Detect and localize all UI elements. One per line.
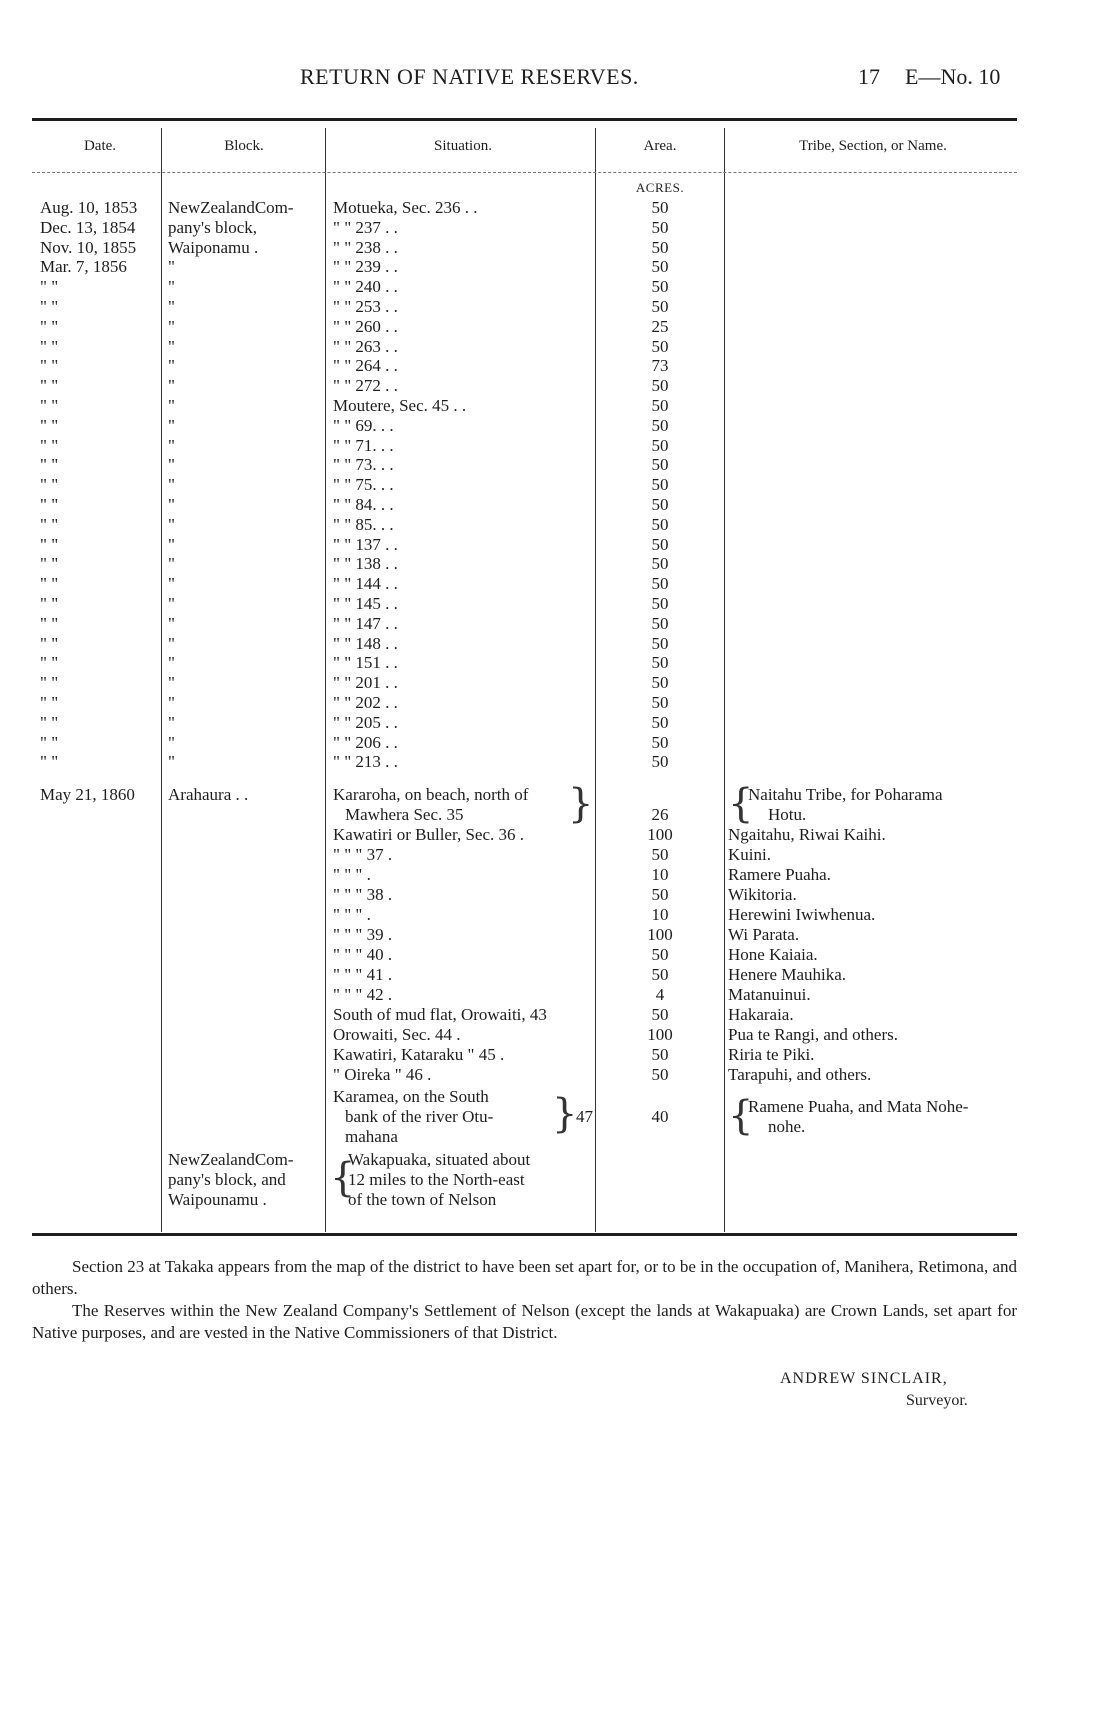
table-cell-date: " " [40, 376, 59, 396]
table-cell-block: " [168, 732, 175, 752]
table-cell-block: " [168, 514, 175, 534]
table-cell-situation: " " 202 . . [333, 693, 398, 712]
karamea-section: 47 [576, 1107, 593, 1126]
arahaura-cell-area: 4 [655, 985, 665, 1004]
brace-right: } [568, 781, 594, 827]
brace-right: } [552, 1091, 578, 1137]
arahaura-cell-area: 50 [651, 1005, 669, 1024]
table-cell-situation: " " 145 . . [333, 594, 398, 613]
table-cell-block: " [168, 534, 175, 554]
arahaura-cell-situation: Mawhera Sec. 35 [345, 805, 464, 824]
table-cell-date: Nov. 10, 1855 [40, 237, 137, 257]
arahaura-cell-situation: Orowaiti, Sec. 44 . [333, 1025, 461, 1044]
karamea-line: bank of the river Otu- [345, 1107, 494, 1126]
arahaura-cell-tribe: Matanuinui. [728, 985, 811, 1004]
table-cell-situation: " " 205 . . [333, 712, 398, 732]
table-cell-area: 50 [651, 396, 669, 415]
karamea-line: mahana [345, 1127, 398, 1146]
table-cell-situation: " " 138 . . [333, 554, 398, 574]
table-cell-area: 50 [651, 217, 669, 237]
table-cell-date: " " [40, 316, 59, 336]
karamea-line: Karamea, on the South [333, 1087, 489, 1106]
table-cell-situation: " " 69. . . [333, 415, 394, 435]
table-cell-block: " [168, 613, 175, 633]
table-cell-block: NewZealandCom- [168, 198, 294, 217]
table-cell-block: " [168, 752, 175, 772]
arahaura-cell-area: 50 [651, 885, 669, 904]
acres-unit-label: ACRES. [635, 180, 685, 195]
arahaura-cell-situation: Kawatiri, Kataraku " 45 . [333, 1045, 505, 1064]
arahaura-cell-tribe: Ramere Puaha. [728, 865, 831, 884]
table-cell-block: " [168, 316, 175, 336]
table-cell-date: " " [40, 495, 59, 514]
table-cell-block: " [168, 712, 175, 732]
table-cell-date: " " [40, 297, 59, 316]
signatory-name: ANDREW SINCLAIR, [780, 1370, 948, 1387]
arahaura-cell-area: 100 [647, 925, 673, 944]
table-cell-area: 50 [651, 455, 669, 475]
table-cell-date: Dec. 13, 1854 [40, 217, 136, 237]
column-header-situation: Situation. [434, 138, 492, 154]
arahaura-cell-situation: " " " 38 . [333, 885, 393, 904]
arahaura-cell-situation: " " " 42 . [333, 985, 393, 1004]
table-cell-situation: Motueka, Sec. 236 . . [333, 198, 478, 217]
arahaura-cell-area: 50 [651, 1045, 669, 1064]
arahaura-cell-area: 50 [651, 845, 669, 864]
table-cell-block: " [168, 455, 175, 475]
table-cell-situation: " " 264 . . [333, 356, 398, 376]
table-cell-date: " " [40, 554, 59, 574]
table-cell-date: " " [40, 673, 59, 693]
arahaura-cell-situation: South of mud flat, Orowaiti, 43 [333, 1005, 547, 1024]
table-cell-situation: " " 253 . . [333, 297, 398, 316]
table-cell-date: " " [40, 435, 59, 455]
footnote-crown-lands: The Reserves within the New Zealand Company's Settlement of Nelson (except the lands at Wakapuaka) are Crown Lands, set apart for Native purposes, and are vested in the Native Commissioners of that District. [32, 1301, 1017, 1342]
table-cell-situation: " " 85. . . [333, 514, 394, 534]
table-cell-date: " " [40, 633, 59, 653]
wakapuaka-block: pany's block, and [168, 1170, 286, 1189]
table-cell-block: " [168, 297, 175, 316]
arahaura-cell-tribe: Herewini Iwiwhenua. [728, 905, 876, 924]
column-header-area: Area. [643, 138, 677, 154]
table-cell-area: 50 [651, 732, 669, 752]
arahaura-cell-tribe: Hotu. [768, 805, 807, 824]
table-cell-area: 25 [651, 316, 669, 336]
arahaura-cell-tribe: Wikitoria. [728, 885, 797, 904]
table-cell-block: " [168, 277, 175, 297]
table-cell-situation: " " 75. . . [333, 475, 394, 495]
arahaura-cell-situation: " " " 37 . [333, 845, 393, 864]
table-cell-block: " [168, 594, 175, 613]
arahaura-cell-tribe: Pua te Rangi, and others. [728, 1025, 898, 1044]
arahaura-date: May 21, 1860 [40, 785, 135, 804]
table-cell-area: 50 [651, 534, 669, 554]
table-cell-situation: " " 73. . . [333, 455, 394, 475]
arahaura-cell-situation: Kararoha, on beach, north of [333, 785, 529, 804]
table-cell-area: 50 [651, 495, 669, 514]
wakapuaka-situation: Wakapuaka, situated about [348, 1150, 531, 1169]
table-cell-area: 50 [651, 237, 669, 257]
arahaura-cell-situation: " Oireka " 46 . [333, 1065, 432, 1084]
table-cell-block: " [168, 673, 175, 693]
table-cell-block: " [168, 396, 175, 415]
arahaura-cell-situation: " " " . [333, 905, 371, 924]
footnote-takaka: Section 23 at Takaka appears from the map of the district to have been set apart for, or to be in the occupation of, Manihera, Retimona, and others. [32, 1257, 1017, 1298]
table-cell-block: " [168, 475, 175, 495]
table-cell-date: " " [40, 475, 59, 495]
karamea-area: 40 [651, 1107, 669, 1126]
arahaura-cell-tribe: Hakaraia. [728, 1005, 794, 1024]
table-cell-situation: " " 201 . . [333, 673, 398, 693]
table-cell-date: " " [40, 712, 59, 732]
wakapuaka-block: Waipounamu . [168, 1190, 267, 1209]
table-cell-situation: " " 206 . . [333, 732, 398, 752]
brace-left: { [330, 1155, 356, 1201]
table-cell-area: 50 [651, 475, 669, 495]
arahaura-block: Arahaura . . [168, 785, 249, 804]
table-cell-date: " " [40, 396, 59, 415]
arahaura-cell-situation: Kawatiri or Buller, Sec. 36 . [333, 825, 524, 844]
table-cell-situation: " " 151 . . [333, 653, 398, 673]
table-cell-area: 50 [651, 376, 669, 396]
column-divider [724, 128, 725, 1232]
arahaura-cell-area: 50 [651, 945, 669, 964]
document-series: E—No. 10 [905, 64, 1001, 89]
table-cell-date: " " [40, 534, 59, 554]
table-cell-date: " " [40, 613, 59, 633]
arahaura-cell-tribe: Naitahu Tribe, for Poharama [748, 785, 943, 804]
table-cell-date: " " [40, 277, 59, 297]
brace-left: { [728, 781, 754, 827]
table-cell-block: " [168, 653, 175, 673]
table-cell-date: " " [40, 356, 59, 376]
table-cell-date: " " [40, 514, 59, 534]
table-cell-date: " " [40, 693, 59, 712]
table-cell-date: " " [40, 752, 59, 772]
arahaura-cell-area: 10 [651, 865, 669, 884]
table-cell-situation: " " 239 . . [333, 257, 398, 277]
table-cell-block: Waiponamu . [168, 237, 259, 257]
wakapuaka-situation: of the town of Nelson [348, 1190, 497, 1209]
arahaura-cell-tribe: Hone Kaiaia. [728, 945, 818, 964]
table-cell-area: 50 [651, 198, 669, 217]
arahaura-cell-area: 100 [647, 825, 673, 844]
page-header [0, 64, 1114, 94]
header-rule [32, 172, 1017, 173]
page-number: 17 [858, 64, 880, 89]
arahaura-cell-tribe: Riria te Piki. [728, 1045, 815, 1064]
table-cell-situation: " " 272 . . [333, 376, 398, 396]
arahaura-cell-tribe: Wi Parata. [728, 925, 800, 944]
table-cell-block: " [168, 336, 175, 356]
arahaura-cell-situation: " " " 39 . [333, 925, 393, 944]
column-header-date: Date. [83, 138, 117, 154]
column-header-tribe: Tribe, Section, or Name. [799, 138, 947, 154]
table-cell-block: " [168, 415, 175, 435]
table-cell-situation: " " 263 . . [333, 336, 398, 356]
column-divider [325, 128, 326, 1232]
arahaura-cell-tribe: Tarapuhi, and others. [728, 1065, 872, 1084]
table-cell-situation: Moutere, Sec. 45 . . [333, 396, 467, 415]
table-cell-block: " [168, 693, 175, 712]
table-cell-area: 50 [651, 277, 669, 297]
table-cell-situation: " " 240 . . [333, 277, 398, 297]
table-cell-area: 50 [651, 297, 669, 316]
table-cell-area: 50 [651, 673, 669, 693]
table-cell-situation: " " 144 . . [333, 574, 398, 594]
wakapuaka-block: NewZealandCom- [168, 1150, 294, 1169]
arahaura-cell-area: 50 [651, 1065, 669, 1084]
arahaura-cell-situation: " " " 40 . [333, 945, 393, 964]
table-cell-area: 50 [651, 712, 669, 732]
page-title: RETURN OF NATIVE RESERVES. [300, 64, 639, 89]
table-cell-block: " [168, 356, 175, 376]
table-cell-block: " [168, 574, 175, 594]
table-cell-area: 50 [651, 693, 669, 712]
karamea-tribe: Ramene Puaha, and Mata Nohe- [748, 1097, 969, 1116]
table-cell-block: " [168, 495, 175, 514]
table-cell-block: " [168, 376, 175, 396]
arahaura-cell-area: 26 [651, 805, 669, 824]
table-cell-date: " " [40, 415, 59, 435]
arahaura-cell-area: 10 [651, 905, 669, 924]
brace-left: { [728, 1093, 754, 1139]
table-cell-situation: " " 238 . . [333, 237, 398, 257]
arahaura-cell-tribe: Henere Mauhika. [728, 965, 847, 984]
table-cell-area: 73 [651, 356, 669, 376]
arahaura-cell-situation: " " " 41 . [333, 965, 393, 984]
column-divider [595, 128, 596, 1232]
table-cell-block: pany's block, [168, 217, 257, 237]
table-cell-area: 50 [651, 633, 669, 653]
table-cell-date: " " [40, 574, 59, 594]
table-cell-date: " " [40, 336, 59, 356]
table-cell-area: 50 [651, 594, 669, 613]
wakapuaka-situation: 12 miles to the North-east [348, 1170, 525, 1189]
table-cell-block: " [168, 554, 175, 574]
table-cell-situation: " " 237 . . [333, 217, 398, 237]
table-cell-block: " [168, 435, 175, 455]
arahaura-cell-area: 50 [651, 965, 669, 984]
top-rule [32, 118, 1017, 121]
arahaura-cell-situation: " " " . [333, 865, 371, 884]
table-cell-block: " [168, 257, 175, 277]
table-cell-area: 50 [651, 653, 669, 673]
table-cell-area: 50 [651, 574, 669, 594]
table-cell-area: 50 [651, 613, 669, 633]
table-cell-block: " [168, 633, 175, 653]
table-cell-situation: " " 260 . . [333, 316, 398, 336]
table-cell-situation: " " 71. . . [333, 435, 394, 455]
arahaura-cell-area: 100 [647, 1025, 673, 1044]
table-cell-area: 50 [651, 514, 669, 534]
table-cell-situation: " " 137 . . [333, 534, 398, 554]
table-cell-date: " " [40, 653, 59, 673]
bottom-rule [32, 1233, 1017, 1236]
table-cell-area: 50 [651, 415, 669, 435]
karamea-tribe: nohe. [768, 1117, 806, 1136]
arahaura-cell-tribe: Ngaitahu, Riwai Kaihi. [728, 825, 886, 844]
table-cell-situation: " " 147 . . [333, 613, 398, 633]
signatory-title: Surveyor. [906, 1392, 968, 1409]
column-divider [161, 128, 162, 1232]
table-cell-date: " " [40, 732, 59, 752]
table-cell-date: Mar. 7, 1856 [40, 257, 127, 277]
table-cell-date: " " [40, 594, 59, 613]
table-cell-area: 50 [651, 554, 669, 574]
table-cell-situation: " " 84. . . [333, 495, 394, 514]
table-cell-area: 50 [651, 257, 669, 277]
table-cell-area: 50 [651, 336, 669, 356]
table-cell-area: 50 [651, 435, 669, 455]
column-header-block: Block. [224, 138, 264, 154]
table-cell-situation: " " 213 . . [333, 752, 398, 772]
table-cell-area: 50 [651, 752, 669, 772]
table-cell-date: " " [40, 455, 59, 475]
table-cell-date: Aug. 10, 1853 [40, 198, 138, 217]
arahaura-cell-tribe: Kuini. [728, 845, 771, 864]
table-cell-situation: " " 148 . . [333, 633, 398, 653]
